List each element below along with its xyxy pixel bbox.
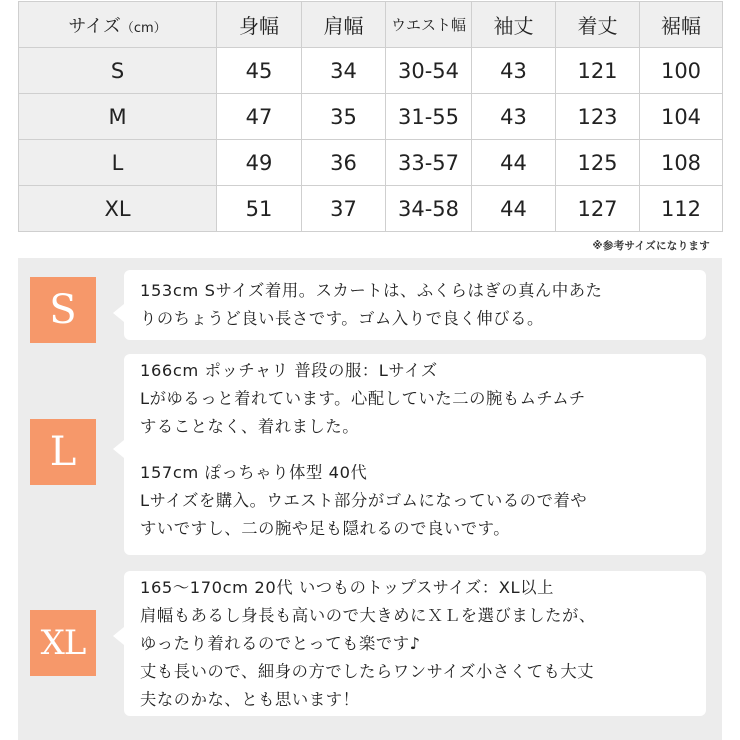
row-size-label: M xyxy=(19,94,217,140)
row-size-label: XL xyxy=(19,186,217,232)
table-cell: 123 xyxy=(556,94,640,140)
size-chart-table xyxy=(18,1,723,232)
header-sleeve-length: 袖丈 xyxy=(472,2,556,48)
table-cell: 44 xyxy=(472,186,556,232)
table-cell: 35 xyxy=(302,94,386,140)
table-cell: 121 xyxy=(556,48,640,94)
table-cell: 34 xyxy=(302,48,386,94)
review-bubble-l xyxy=(124,354,706,555)
table-row xyxy=(19,140,723,186)
table-cell: 30-54 xyxy=(386,48,472,94)
table-cell: 34-58 xyxy=(386,186,472,232)
review-bubble-s xyxy=(124,270,706,340)
header-chest-width: 身幅 xyxy=(217,2,302,48)
size-badge-s: S xyxy=(30,277,96,343)
header-shoulder-width: 肩幅 xyxy=(302,2,386,48)
header-waist-width: ウエスト幅 xyxy=(386,2,472,48)
table-cell: 104 xyxy=(640,94,723,140)
table-cell: 112 xyxy=(640,186,723,232)
customer-reviews-panel xyxy=(18,258,722,740)
table-cell: 51 xyxy=(217,186,302,232)
table-header-row xyxy=(19,2,723,48)
header-hem-width: 裾幅 xyxy=(640,2,723,48)
size-badge-l: L xyxy=(30,419,96,485)
review-bubble-xl xyxy=(124,571,706,716)
review-comment: 166cm ポッチャリ 普段の服：Lサイズ Lがゆるっと着れています。心配していた二の腕もムチムチ することなく、着れました。 xyxy=(140,361,586,436)
table-cell: 108 xyxy=(640,140,723,186)
table-cell: 37 xyxy=(302,186,386,232)
table-row xyxy=(19,186,723,232)
table-cell: 100 xyxy=(640,48,723,94)
review-comment: 157cm ぽっちゃり体型 40代 Lサイズを購入。ウエスト部分がゴムになっているので着や すいですし、二の腕や足も隠れるので良いです。 xyxy=(140,463,588,538)
table-row xyxy=(19,48,723,94)
table-cell: 44 xyxy=(472,140,556,186)
header-size: サイズ（cm） xyxy=(19,2,217,48)
table-cell: 31-55 xyxy=(386,94,472,140)
table-cell: 36 xyxy=(302,140,386,186)
row-size-label: S xyxy=(19,48,217,94)
table-cell: 127 xyxy=(556,186,640,232)
table-cell: 125 xyxy=(556,140,640,186)
header-total-length: 着丈 xyxy=(556,2,640,48)
size-badge-xl: XL xyxy=(30,610,96,676)
table-cell: 47 xyxy=(217,94,302,140)
table-cell: 43 xyxy=(472,48,556,94)
table-cell: 43 xyxy=(472,94,556,140)
table-cell: 45 xyxy=(217,48,302,94)
table-cell: 33-57 xyxy=(386,140,472,186)
table-cell: 49 xyxy=(217,140,302,186)
review-comment: 153cm Sサイズ着用。スカートは、ふくらはぎの真ん中あた りのちょうど良い長さです。ゴム入りで良く伸びる。 xyxy=(140,281,603,328)
review-comment: 165～170cm 20代 いつものトップスサイズ：XL以上 肩幅もあるし身長も高いので大きめにＸＬを選びましたが、 ゆったり着れるのでとっても楽です♪ 丈も長いので、細身の方でしたらワンサイズ小さくても大丈 夫なのかな、とも思います！ xyxy=(140,578,596,709)
table-row xyxy=(19,94,723,140)
row-size-label: L xyxy=(19,140,217,186)
reference-size-note: ※参考サイズになります xyxy=(592,240,710,252)
